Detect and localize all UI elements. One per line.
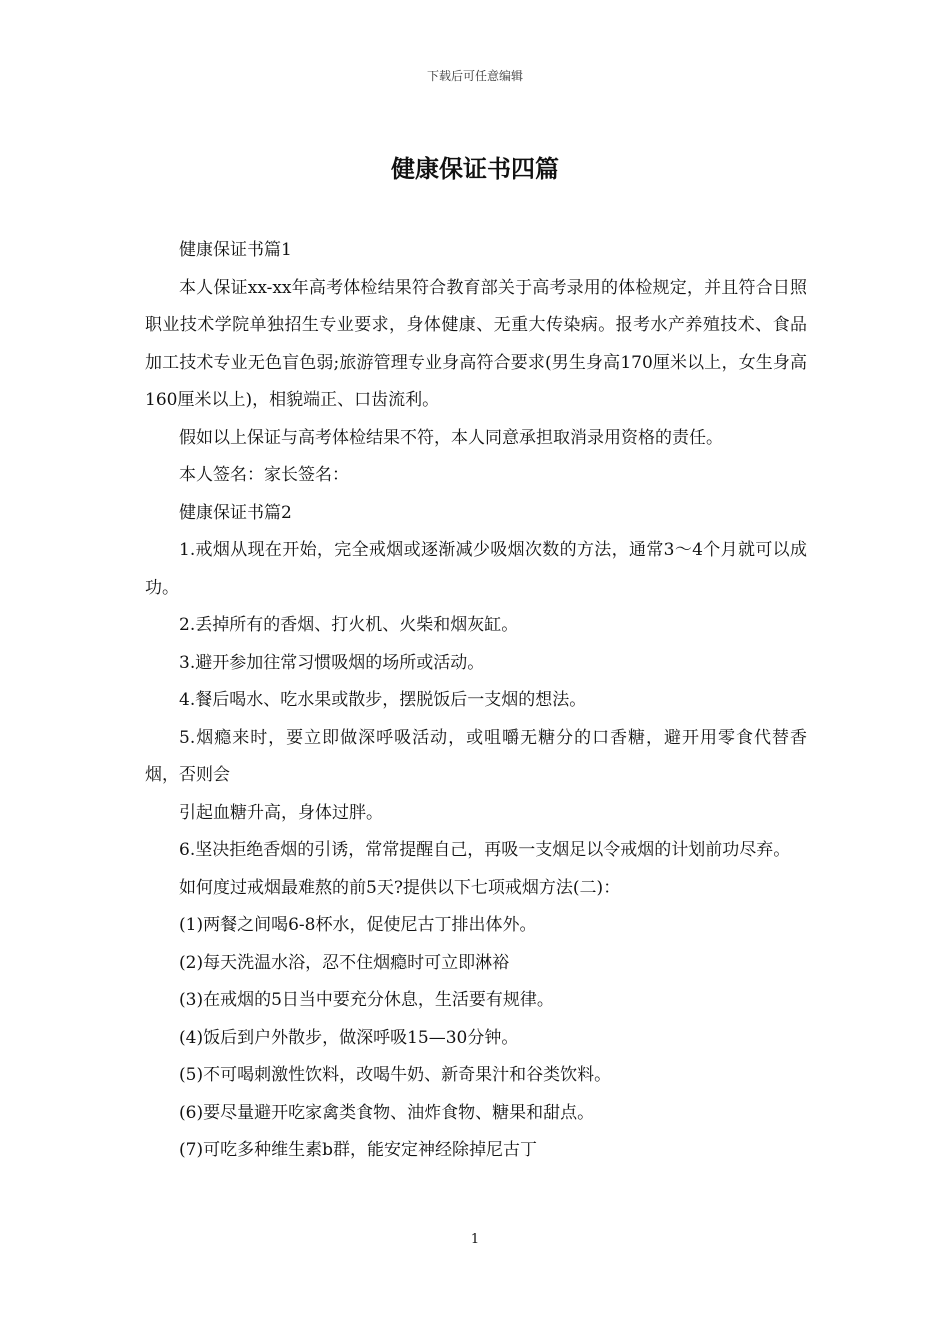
paragraph: 本人签名：家长签名：: [179, 465, 349, 485]
paragraph: (5)不可喝刺激性饮料，改喝牛奶、新奇果汁和谷类饮料。: [179, 1065, 612, 1085]
paragraph: 本人保证xx-xx年高考体检结果符合教育部关于高考录用的体检规定，并且符合日照职业技术学院单独招生专业要求，身体健康、无重大传染病。报考水产养殖技术、食品加工技术专业无色盲色弱;旅游管理专业身高符合要求(男生身高170厘米以上，女生身高160厘米以上)，相貌端正、口齿流利。: [145, 277, 807, 410]
paragraph: 2.丢掉所有的香烟、打火机、火柴和烟灰缸。: [179, 615, 519, 635]
paragraph: (6)要尽量避开吃家禽类食物、油炸食物、糖果和甜点。: [179, 1102, 595, 1123]
paragraph: 健康保证书篇2: [179, 502, 292, 523]
paragraph: 1.戒烟从现在开始，完全戒烟或逐渐减少吸烟次数的方法，通常3～4个月就可以成功。: [145, 540, 807, 598]
paragraph: 健康保证书篇1: [179, 240, 292, 260]
paragraph: 3.避开参加往常习惯吸烟的场所或活动。: [179, 652, 485, 673]
document-title: 健康保证书四篇: [391, 154, 559, 183]
document-body: [145, 232, 807, 1170]
paragraph: 6.坚决拒绝香烟的引诱，常常提醒自己，再吸一支烟足以令戒烟的计划前功尽弃。: [179, 840, 791, 860]
paragraph: (1)两餐之间喝6-8杯水，促使尼古丁排出体外。: [179, 915, 537, 935]
paragraph: (7)可吃多种维生素b群，能安定神经除掉尼古丁: [179, 1140, 537, 1160]
paragraph: 5.烟瘾来时，要立即做深呼吸活动，或咀嚼无糖分的口香糖，避开用零食代替香烟，否则会: [145, 727, 807, 785]
paragraph: (2)每天洗温水浴，忍不住烟瘾时可立即淋裕: [179, 952, 510, 973]
paragraph: 假如以上保证与高考体检结果不符，本人同意承担取消录用资格的责任。: [179, 427, 723, 448]
paragraph: (4)饭后到户外散步，做深呼吸15—30分钟。: [179, 1027, 519, 1048]
page-number: 1: [470, 1232, 480, 1247]
paragraph: 4.餐后喝水、吃水果或散步，摆脱饭后一支烟的想法。: [179, 690, 587, 710]
paragraph: (3)在戒烟的5日当中要充分休息，生活要有规律。: [179, 990, 554, 1010]
header-note: 下载后可任意编辑: [426, 69, 523, 83]
paragraph: 如何度过戒烟最难熬的前5天?提供以下七项戒烟方法(二)：: [179, 877, 621, 898]
paragraph: 引起血糖升高，身体过胖。: [179, 802, 383, 823]
